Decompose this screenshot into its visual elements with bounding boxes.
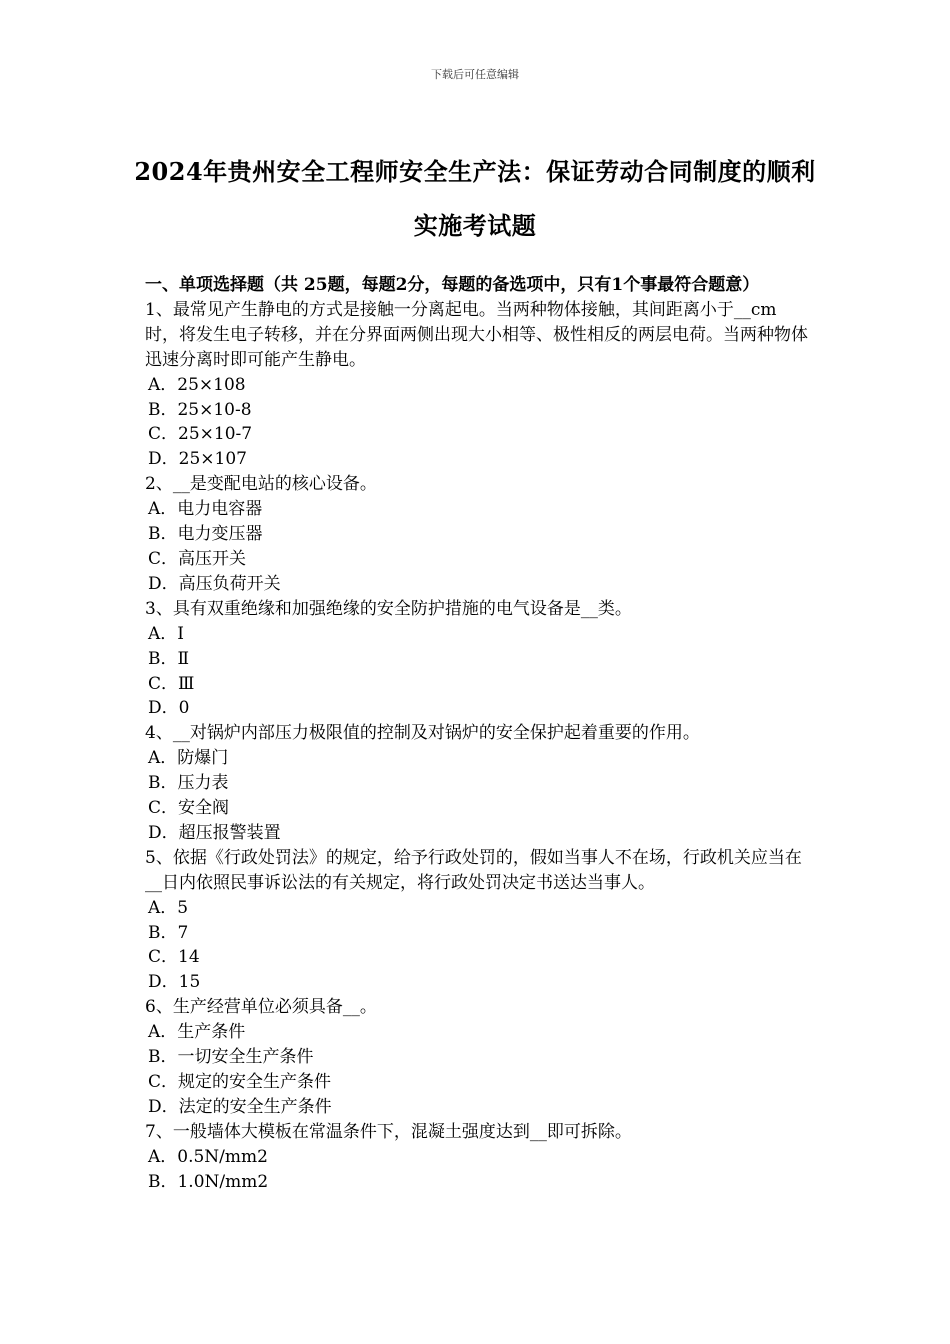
option-b: B．压力表	[148, 773, 229, 794]
option-d: D．15	[148, 972, 201, 993]
question-text: 2、__是变配电站的核心设备。	[145, 474, 377, 495]
option-c: C．14	[148, 947, 200, 968]
option-a: A．0.5N/mm2	[148, 1146, 268, 1167]
question-text: 7、一般墙体大模板在常温条件下，混凝土强度达到__即可拆除。	[145, 1121, 632, 1142]
question-text: 3、具有双重绝缘和加强绝缘的安全防护措施的电气设备是__类。	[145, 598, 632, 619]
option-a: A．Ⅰ	[148, 623, 184, 644]
option-d: D．25×107	[148, 449, 247, 470]
question-text: 6、生产经营单位必须具备__。	[145, 997, 377, 1018]
question-4	[145, 721, 810, 846]
question-2	[145, 472, 810, 597]
question-1	[145, 298, 810, 472]
option-b: B．Ⅱ	[148, 648, 190, 669]
option-a: A．生产条件	[148, 1022, 246, 1043]
question-6	[145, 995, 810, 1120]
question-5	[145, 846, 810, 995]
question-7	[145, 1120, 810, 1195]
option-a: A．电力电容器	[148, 499, 263, 520]
option-b: B．一切安全生产条件	[148, 1047, 314, 1068]
question-3	[145, 597, 810, 722]
option-d: D．高压负荷开关	[148, 573, 281, 594]
option-c: C．高压开关	[148, 548, 247, 569]
option-a: A．25×108	[148, 374, 246, 395]
question-text: 1、最常见产生静电的方式是接触一分离起电。当两种物体接触，其间距离小于__cm时，将发生电子转移，并在分界面两侧出现大小相等、极性相反的两层电荷。当两种物体迅速分离时即可能产生静电。	[145, 299, 808, 370]
question-text: 4、__对锅炉内部压力极限值的控制及对锅炉的安全保护起着重要的作用。	[145, 723, 700, 744]
section-heading: 一、单项选择题（共 25题，每题2分，每题的备选项中，只有1个事最符合题意）	[145, 275, 760, 295]
option-c: C．安全阀	[148, 798, 230, 819]
option-c: C．25×10-7	[148, 424, 253, 445]
option-b: B．电力变压器	[148, 524, 263, 545]
document-body	[145, 273, 810, 1195]
option-d: D．超压报警装置	[148, 822, 281, 843]
header-note: 下载后可任意编辑	[431, 68, 519, 81]
option-b: B．1.0N/mm2	[148, 1171, 269, 1192]
option-a: A．5	[148, 897, 189, 918]
option-a: A．防爆门	[148, 748, 229, 769]
document-title: 2024年贵州安全工程师安全生产法：保证劳动合同制度的顺利实施考试题	[134, 157, 816, 240]
question-text: 5、依据《行政处罚法》的规定，给予行政处罚的，假如当事人不在场，行政机关应当在__日内依照民事诉讼法的有关规定，将行政处罚决定书送达当事人。	[145, 847, 802, 893]
option-d: D．0	[148, 698, 190, 719]
option-c: C．规定的安全生产条件	[148, 1072, 332, 1092]
option-c: C．Ⅲ	[148, 673, 195, 694]
option-b: B．25×10-8	[148, 399, 252, 420]
option-b: B．7	[148, 922, 189, 943]
option-d: D．法定的安全生产条件	[148, 1096, 332, 1117]
